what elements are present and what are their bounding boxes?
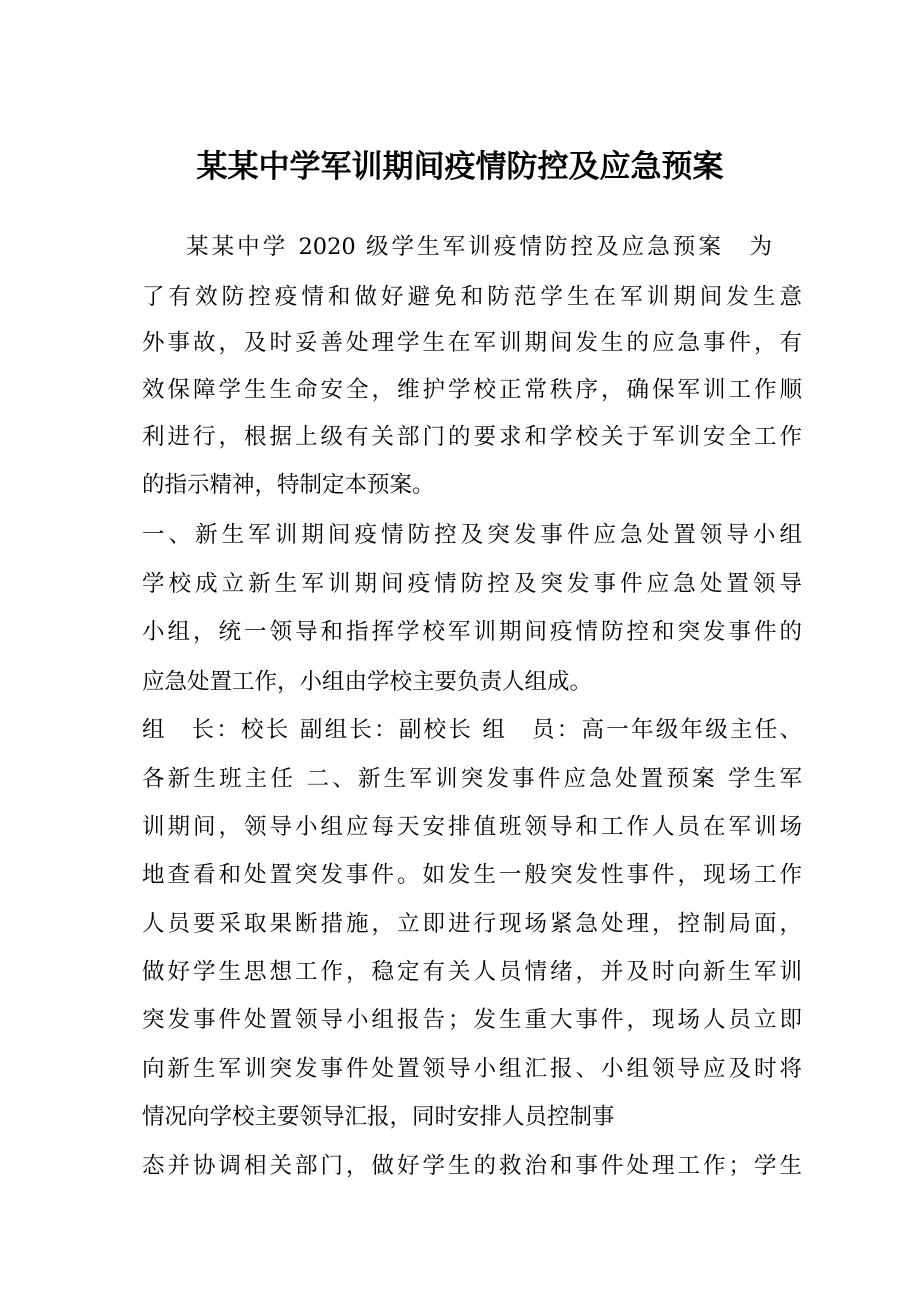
body-line: 小组，统一领导和指挥学校军训期间疫情防控和突发事件的 [142,619,802,645]
body-line: 应急处置工作，小组由学校主要负责人组成。 [142,669,593,695]
body-line: 了有效防控疫情和做好避免和防范学生在军训期间发生意 [142,284,802,310]
body-line: 的指示精神，特制定本预案。 [142,472,435,498]
body-line: 情况向学校主要领导汇报，同时安排人员控制事 [142,1104,615,1130]
section-heading: 一、新生军训期间疫情防控及突发事件应急处置领导小组 [142,522,802,548]
document-title: 某某中学军训期间疫情防控及应急预案 [196,149,724,185]
body-line: 某某中学 2020 级学生军训疫情防控及应急预案 为 [186,234,772,260]
body-line: 学校成立新生军训期间疫情防控及突发事件应急处置领导 [142,571,802,597]
body-line: 突发事件处置领导小组报告；发生重大事件，现场人员立即 [142,1007,802,1033]
body-line: 利进行，根据上级有关部门的要求和学校关于军训安全工作 [142,424,802,450]
body-line: 效保障学生生命安全，维护学校正常秩序，确保军训工作顺 [142,377,802,403]
body-line: 外事故，及时妥善处理学生在军训期间发生的应急事件，有 [142,330,802,356]
body-line: 组 长：校长 副组长：副校长 组 员：高一年级年级主任、 [142,717,802,743]
body-line: 态并协调相关部门，做好学生的救治和事件处理工作；学生 [142,1153,802,1179]
body-line: 训期间，领导小组应每天安排值班领导和工作人员在军训场 [142,814,802,840]
body-line: 做好学生思想工作，稳定有关人员情绪，并及时向新生军训 [142,959,802,985]
body-line: 向新生军训突发事件处置领导小组汇报、小组领导应及时将 [142,1056,802,1082]
body-line: 各新生班主任 二、新生军训突发事件应急处置预案 学生军 [142,766,802,792]
body-line: 人员要采取果断措施，立即进行现场紧急处理，控制局面， [142,911,802,937]
body-line: 地查看和处置突发事件。如发生一般突发性事件，现场工作 [142,862,802,888]
